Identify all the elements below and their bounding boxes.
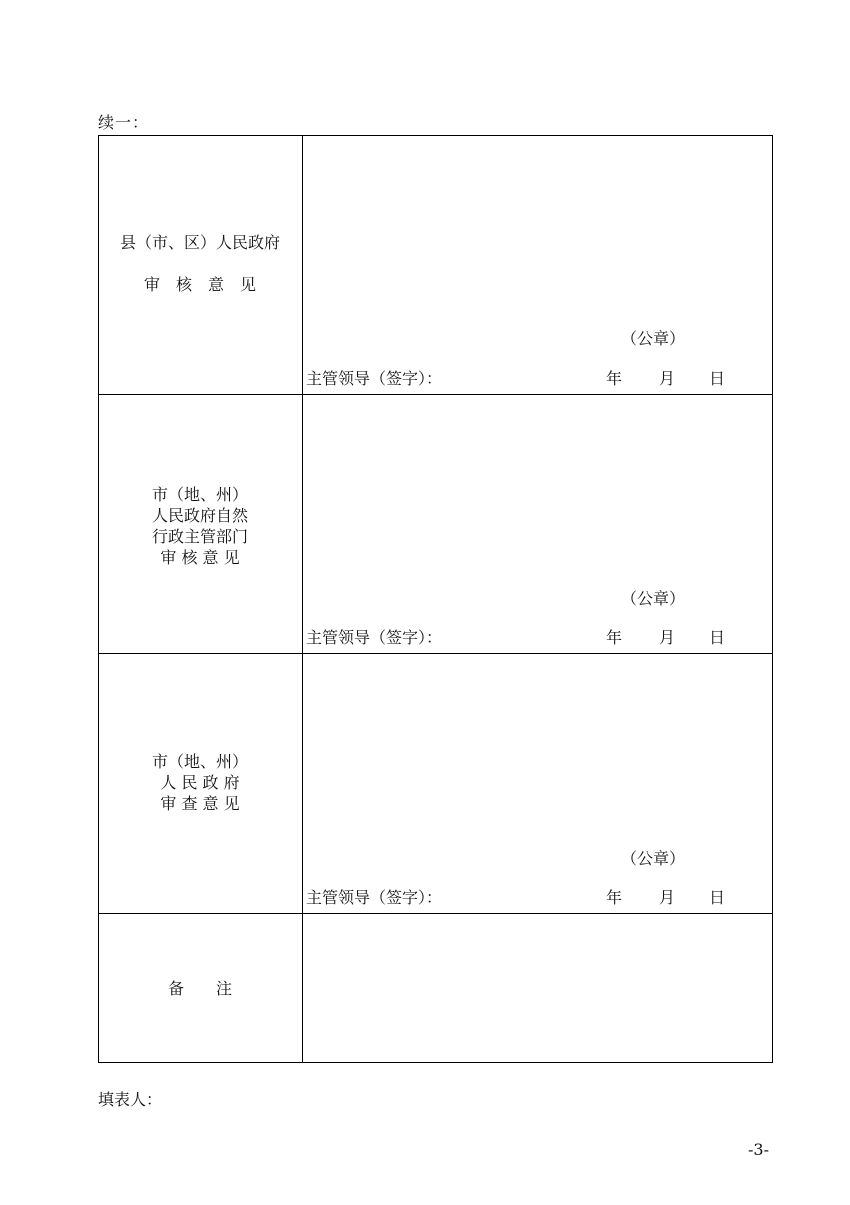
- section-1-date-month: 月: [659, 369, 676, 388]
- form-filler-label: 填表人：: [98, 1090, 163, 1109]
- section-3-date-month: 月: [659, 888, 676, 907]
- section-2-label-line-3: 行政主管部门: [151, 527, 248, 546]
- section-3-seal: （公章）: [621, 849, 686, 868]
- section-3-label-line-1: 市（地、州）: [151, 752, 248, 771]
- section-3-label: [98, 751, 302, 814]
- row-divider-1: [98, 394, 773, 395]
- section-3-label-line-2: 人 民 政 府: [160, 773, 240, 792]
- section-2-label-line-2: 人民政府自然: [151, 506, 248, 525]
- section-2-date-year: 年: [606, 628, 623, 647]
- section-3-signature-label: 主管领导（签字）：: [306, 888, 443, 907]
- continuation-heading: 续一：: [98, 113, 150, 132]
- table-border-top: [98, 135, 773, 136]
- section-1-label-line-2: 审 核 意 见: [143, 275, 256, 294]
- row-divider-3: [98, 913, 773, 914]
- table-border-bottom: [98, 1062, 773, 1063]
- section-1-seal: （公章）: [621, 329, 686, 348]
- section-1-date-year: 年: [606, 369, 623, 388]
- section-3-label-line-3: 审 查 意 见: [160, 794, 240, 813]
- section-3-date-year: 年: [606, 888, 623, 907]
- section-1-date-day: 日: [709, 369, 726, 388]
- remarks-label: 备 注: [167, 979, 232, 998]
- section-2-date-month: 月: [659, 628, 676, 647]
- section-1-label: [98, 232, 302, 295]
- section-2-seal: （公章）: [621, 589, 686, 608]
- page-number: -3-: [748, 1140, 769, 1159]
- section-1-signature-label: 主管领导（签字）：: [306, 369, 443, 388]
- row-divider-2: [98, 653, 773, 654]
- section-2-label-line-1: 市（地、州）: [151, 485, 248, 504]
- section-2-label-line-4: 审 核 意 见: [160, 548, 240, 567]
- table-border-right: [772, 135, 773, 1063]
- approval-form-table: [98, 135, 773, 1063]
- section-1-label-line-1: 县（市、区）人民政府: [119, 233, 280, 252]
- section-3-date-day: 日: [709, 888, 726, 907]
- section-2-signature-label: 主管领导（签字）：: [306, 628, 443, 647]
- section-2-date-day: 日: [709, 628, 726, 647]
- column-divider: [302, 135, 303, 1063]
- section-2-label: [98, 484, 302, 568]
